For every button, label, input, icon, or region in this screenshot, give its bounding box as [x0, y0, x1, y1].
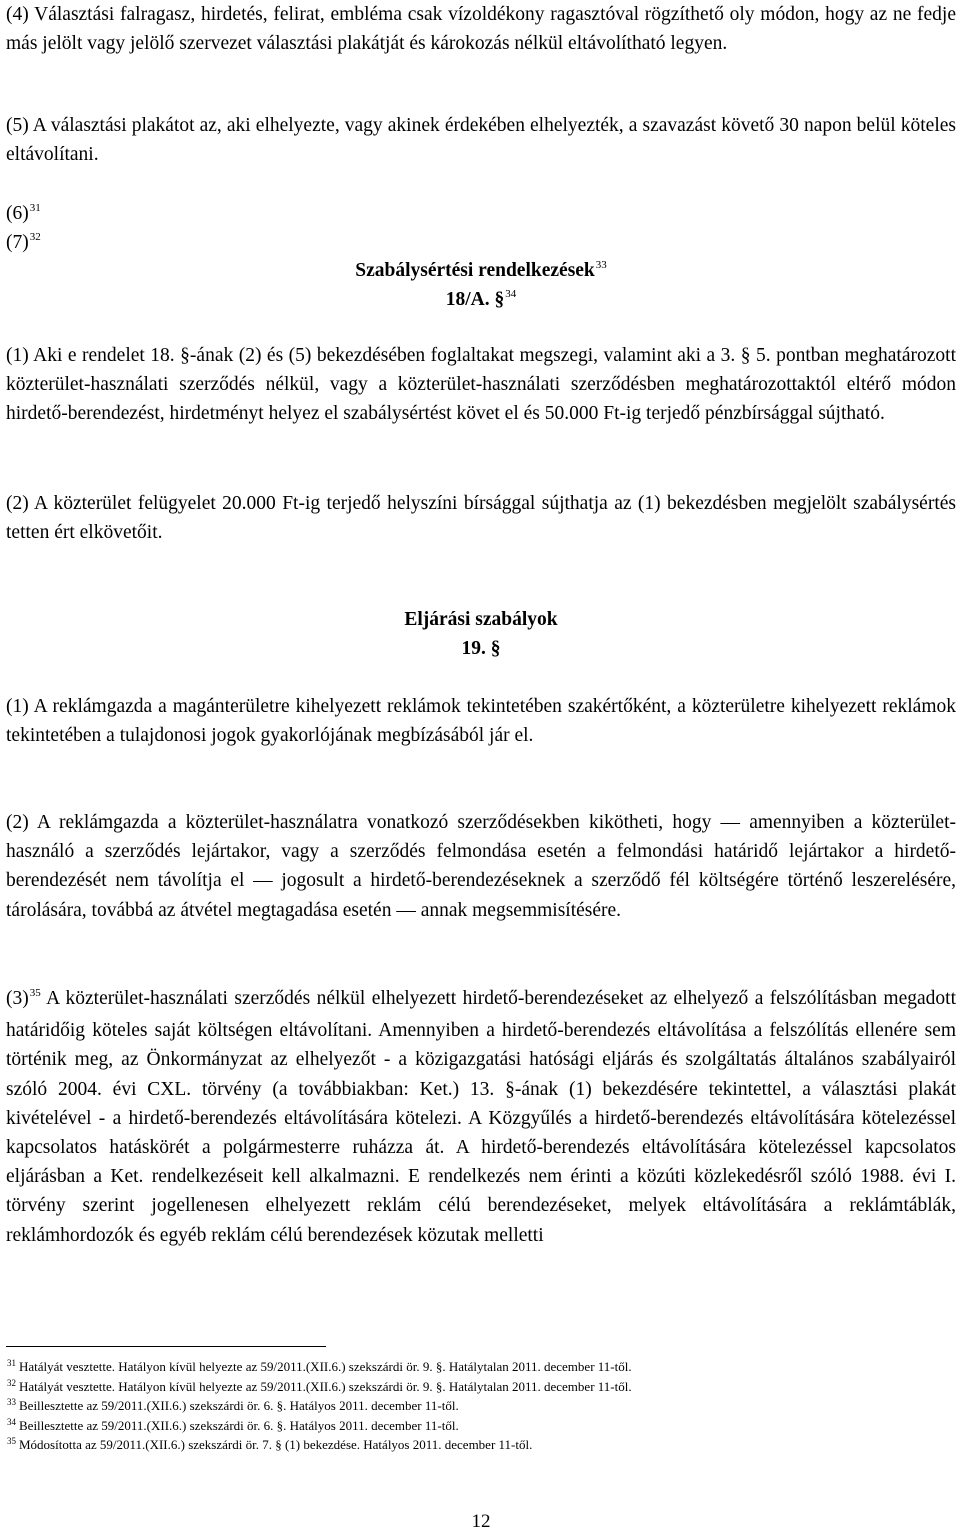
footnote-31: $^{31}$ Hatályát vesztette. Hatályon kívül helyezte az 59/2011.(XII.6.) szekszárdi ör. 9. §. Hatálytalan 2011. december 11-től.	[7, 1358, 632, 1374]
footnote-separator	[6, 1346, 326, 1347]
paragraph-18a-2: (2) A közterület felügyelet 20.000 Ft-ig terjedő helyszíni bírsággal sújthatja az (1) bekezdésben megjelölt szabálysértés tetten ért elkövetőit.	[6, 493, 956, 544]
paragraph-19-3-text: A közterület-használati szerződés nélkül elhelyezett hirdető-berendezéseket az elhelyező a felszólításban megadott határidőig köteles saját költségen eltávolítani. Amennyiben a hirdető-berendezés eltávolítása a felszólítás ellenére sem történik meg, az Önkormányzat az elhelyezőt - a közigazgatási hatósági eljárás és szolgáltatás általános szabályairól szóló 2004. évi CXL. törvény (a továbbiakban: Ket.) 13. §-ának (1) bekezdésére tekintettel, a választási plakát kivételével - a hirdető-berendezés eltávolítására kötelezi. A Közgyűlés a hirdető-berendezés eltávolítására kötelezéssel kapcsolatos hatáskörét a polgármesterre ruházza át. A hirdető-berendezés eltávolítására kötelezéssel kapcsolatos eljárásban a Ket. rendelkezéseit kell alkalmazni. E rendelkezés nem érinti a közúti közlekedésről szóló 1988. évi I. törvény szerint jogellenesen elhelyezett reklám célú berendezéseket, melyek eltávolítására a reklámtáblák, reklámhordozók és egyéb reklám célú berendezések közutak melletti	[6, 988, 956, 1246]
paragraph-6-label: (6)	[6, 203, 29, 224]
paragraph-5: (5) A választási plakátot az, aki elhelyezte, vagy akinek érdekében elhelyezték, a szavazást követő 30 napon belül köteles eltávolítani.	[6, 115, 956, 166]
footnote-ref-33: 33	[595, 259, 607, 271]
footnote-ref-32: 32	[29, 231, 41, 243]
footnote-34: $^{34}$ Beillesztette az 59/2011.(XII.6.) szekszárdi ör. 6. §. Hatályos 2011. december 11-től.	[7, 1416, 459, 1433]
paragraph-19-2: (2) A reklámgazda a közterület-használatra vonatkozó szerződésekben kikötheti, hogy — amennyiben a közterület-használó a szerződés lejártakor, vagy a szerződés felmondása esetén a felmondási határidő lejártakor a hirdető-berendezését nem távolítja el — jogosult a hirdető-berendezéseknek a szerződő fél költségére történő leszerelésére, tárolására, továbbá az átvétel megtagadása esetén — annak megsemmisítésére.	[6, 812, 956, 921]
section-title-szabalysertesi: Szabálysértési rendelkezések$^{33}$	[355, 259, 607, 281]
footnote-ref-34: 34	[505, 288, 517, 300]
paragraph-7-label: (7)	[6, 232, 29, 253]
paragraph-18a-1: (1) Aki e rendelet 18. §-ának (2) és (5) bekezdésében foglaltakat megszegi, valamint aki a 3. § 5. pontban meghatározott közterület-használati szerződés nélkül, vagy a közterület-használati szerződésben meghatározottaktól eltérő módon hirdető-berendezést, hirdetményt helyez el szabálysértést követ el és 50.000 Ft-ig terjedő pénzbírsággal sújtható.	[6, 345, 956, 425]
page-number: 12	[471, 1511, 491, 1532]
paragraph-4: (4) Választási falragasz, hirdetés, felirat, embléma csak vízoldékony ragasztóval rögzíthető oly módon, hogy az ne fedje más jelölt vagy jelölő szervezet választási plakátját és károkozás nélkül eltávolítható legyen.	[6, 4, 956, 55]
footnotes	[6, 1358, 956, 1456]
footnote-33: $^{33}$ Beillesztette az 59/2011.(XII.6.) szekszárdi ör. 6. §. Hatályos 2011. december 11-től.	[7, 1397, 459, 1414]
section-title-eljarasi: Eljárási szabályok	[404, 609, 558, 630]
footnote-ref-35: 35	[29, 987, 41, 999]
paragraph-19-1: (1) A reklámgazda a magánterületre kihelyezett reklámok tekintetében szakértőként, a közterületre kihelyezett reklámok tekintetében a tulajdonosi jogok gyakorlójának megbízásából jár el.	[6, 696, 956, 747]
paragraph-19-3	[6, 984, 956, 1250]
section-number-19: 19. §	[461, 638, 501, 659]
footnote-32: $^{32}$ Hatályát vesztette. Hatályon kívül helyezte az 59/2011.(XII.6.) szekszárdi ör. 9. §. Hatálytalan 2011. december 11-től.	[7, 1377, 632, 1394]
footnote-ref-31: 31	[29, 202, 41, 214]
section-number-18a: 18/A. §$^{34}$	[445, 288, 517, 310]
footnote-35: $^{35}$ Módosította az 59/2011.(XII.6.) szekszárdi ör. 7. § (1) bekezdése. Hatályos 2011. december 11-től.	[7, 1436, 533, 1453]
paragraph-6	[6, 199, 956, 231]
paragraph-19-3-label: (3)	[6, 988, 29, 1009]
